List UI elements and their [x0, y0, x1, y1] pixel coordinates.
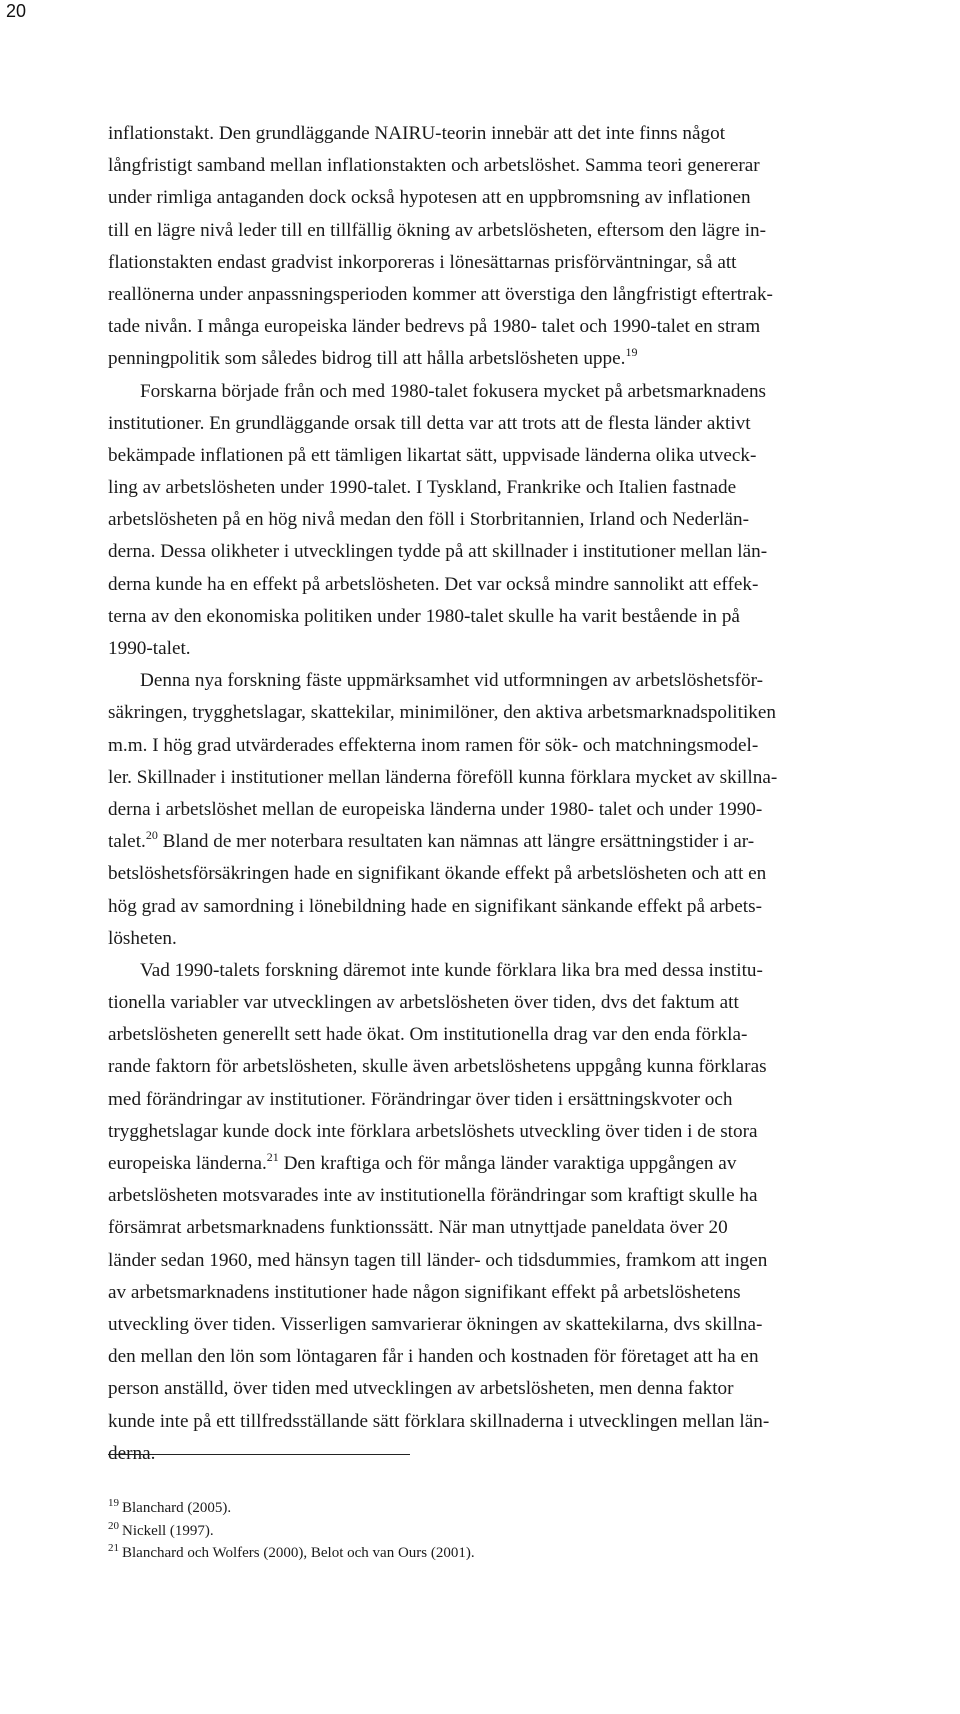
text-line — [108, 794, 874, 826]
footnotes — [108, 1497, 475, 1565]
line-text: under rimliga antaganden dock också hypotesen att en uppbromsning av inflationen — [108, 187, 751, 209]
line-text: hög grad av samordning i lönebildning hade en signifikant sänkande effekt på arbets- — [108, 895, 762, 917]
line-text: betslöshetsförsäkringen hade en signifikant ökande effekt på arbetslösheten och att en — [108, 863, 767, 885]
footnote-number: 20 — [108, 1519, 119, 1532]
text-line — [108, 762, 874, 794]
line-text: kunde inte på ett tillfredsställande sätt förklara skillnaderna i utvecklingen mellan län- — [108, 1410, 770, 1432]
footnote-number: 21 — [108, 1542, 119, 1554]
line-text: den mellan den lön som löntagaren får i handen och kostnaden för företaget att ha en — [108, 1346, 759, 1368]
line-text: derna. — [108, 1442, 156, 1464]
line-text: trygghetslagar kunde dock inte förklara arbetslöshets utveckling över tiden i de stora — [108, 1120, 758, 1142]
text-line — [108, 1245, 874, 1277]
text-line — [108, 665, 874, 697]
text-line — [108, 1180, 874, 1212]
text-line — [108, 311, 874, 343]
footnote — [108, 1497, 475, 1520]
text-line — [108, 504, 874, 536]
text-line — [108, 343, 874, 375]
line-text: säkringen, trygghetslagar, skattekilar, minimilöner, den aktiva arbetsmarknadspolitiken — [108, 702, 777, 724]
line-text: bekämpade inflationen på ett tämligen likartat sätt, uppvisade länderna olika utveck- — [108, 444, 757, 466]
footnote-reference: 19 — [625, 345, 638, 360]
text-line — [108, 247, 874, 279]
text-line — [108, 826, 874, 858]
footnote-reference: 21 — [266, 1150, 279, 1164]
line-text: till en lägre nivå leder till en tillfällig ökning av arbetslösheten, eftersom den lägre in- — [108, 219, 767, 241]
text-line — [108, 118, 874, 150]
text-line — [108, 150, 874, 182]
line-text: tade nivån. I många europeiska länder bedrevs på 1980- talet och 1990-talet en stram — [108, 316, 761, 338]
footnote-text: Nickell (1997). — [122, 1522, 214, 1539]
line-text: derna i arbetslöshet mellan de europeiska länderna under 1980- talet och under 1990- — [108, 798, 763, 820]
footnote-text: Blanchard (2005). — [122, 1500, 232, 1516]
line-text: med förändringar av institutioner. Förändringar över tiden i ersättningskvoter och — [108, 1088, 733, 1110]
line-text: derna. Dessa olikheter i utvecklingen tydde på att skillnader i institutioner mellan län- — [108, 541, 768, 563]
line-text: ling av arbetslösheten under 1990-talet. I Tyskland, Frankrike och Italien fastnade — [108, 477, 737, 499]
text-line — [108, 1051, 874, 1083]
line-text: Forskarna började från och med 1980-talet fokusera mycket på arbetsmarknadens — [140, 380, 767, 402]
line-text: flationstakten endast gradvist inkorporeras i lönesättarnas prisförväntningar, så att — [108, 251, 737, 273]
body-text — [108, 118, 874, 1470]
text-line — [108, 697, 874, 729]
line-text: person anställd, över tiden med utvecklingen av arbetslösheten, men denna faktor — [108, 1378, 734, 1400]
line-text: Vad 1990-talets forskning däremot inte kunde förklara lika bra med dessa institu- — [140, 959, 763, 981]
text-line — [108, 1373, 874, 1405]
line-text: arbetslösheten på en hög nivå medan den föll i Storbritannien, Irland och Nederlän- — [108, 509, 749, 531]
line-text: rande faktorn för arbetslösheten, skulle även arbetslöshetens uppgång kunna förklaras — [108, 1056, 767, 1078]
text-line — [108, 1084, 874, 1116]
text-line — [108, 215, 874, 247]
text-line — [108, 730, 874, 762]
line-text: europeiska länderna. — [108, 1153, 267, 1174]
line-text: terna av den ekonomiska politiken under 1980-talet skulle ha varit bestående in på — [108, 605, 740, 627]
text-line — [108, 1019, 874, 1051]
text-line — [108, 536, 874, 568]
text-line — [108, 1341, 874, 1373]
text-line — [108, 955, 874, 987]
text-line — [108, 440, 874, 472]
line-text: penningpolitik som således bidrog till att hålla arbetslösheten uppe. — [108, 348, 626, 370]
text-line — [108, 279, 874, 311]
text-line — [108, 1406, 874, 1438]
line-text: arbetslösheten generellt sett hade ökat. Om institutionella drag var den enda förkla- — [108, 1024, 748, 1046]
footnote-number: 19 — [108, 1497, 119, 1509]
line-text: talet. — [108, 831, 146, 853]
text-line — [108, 408, 874, 440]
text-line — [108, 601, 874, 633]
line-text: inflationstakt. Den grundläggande NAIRU-teorin innebär att det inte finns något — [108, 123, 726, 144]
line-text: länder sedan 1960, med hänsyn tagen till länder- och tidsdummies, framkom att ingen — [108, 1249, 768, 1271]
footnote-divider — [108, 1454, 410, 1455]
line-text: m.m. I hög grad utvärderades effekterna inom ramen för sök- och matchningsmodel- — [108, 734, 759, 756]
line-text: ler. Skillnader i institutioner mellan länderna föreföll kunna förklara mycket av skillna- — [108, 766, 778, 788]
line-text-continued: Bland de mer noterbara resultaten kan nämnas att längre ersättningstider i ar- — [157, 831, 755, 853]
text-line — [108, 891, 874, 923]
text-line — [108, 923, 874, 955]
text-line — [108, 182, 874, 214]
text-line — [108, 1148, 874, 1180]
text-line — [108, 858, 874, 890]
line-text: reallönerna under anpassningsperioden kommer att överstiga den långfristigt eftertrak- — [108, 283, 773, 305]
footnote — [108, 1542, 475, 1565]
line-text: institutioner. En grundläggande orsak till detta var att trots att de flesta länder aktivt — [108, 412, 751, 434]
line-text-continued: Den kraftiga och för många länder varaktiga uppgången av — [278, 1153, 737, 1174]
line-text: lösheten. — [108, 927, 177, 949]
text-line — [108, 1212, 874, 1244]
text-line — [108, 376, 874, 408]
line-text: tionella variabler var utvecklingen av arbetslösheten över tiden, dvs det faktum att — [108, 992, 739, 1014]
text-line — [108, 1309, 874, 1341]
footnote-reference: 20 — [145, 828, 158, 843]
footnote — [108, 1520, 475, 1543]
text-line — [108, 569, 874, 601]
line-text: utveckling över tiden. Visserligen samvarierar ökningen av skattekilarna, dvs skillna- — [108, 1313, 763, 1335]
line-text: av arbetsmarknadens institutioner hade någon signifikant effekt på arbetslöshetens — [108, 1281, 741, 1303]
text-line — [108, 1116, 874, 1148]
page-number: 20 — [6, 1, 27, 21]
line-text: derna kunde ha en effekt på arbetslösheten. Det var också mindre sannolikt att effek- — [108, 573, 759, 595]
line-text: arbetslösheten motsvarades inte av institutionella förändringar som kraftigt skulle ha — [108, 1185, 758, 1207]
footnote-text: Blanchard och Wolfers (2000), Belot och van Ours (2001). — [122, 1545, 475, 1561]
line-text: försämrat arbetsmarknadens funktionssätt. När man utnyttjade paneldata över 20 — [108, 1217, 728, 1239]
line-text: Denna nya forskning fäste uppmärksamhet vid utformningen av arbetslöshetsför- — [140, 670, 764, 692]
text-line — [108, 472, 874, 504]
text-line — [108, 1277, 874, 1309]
line-text: 1990-talet. — [108, 638, 191, 659]
text-line — [108, 987, 874, 1019]
line-text: långfristigt samband mellan inflationstakten och arbetslöshet. Samma teori genererar — [108, 155, 760, 177]
text-line — [108, 633, 874, 665]
